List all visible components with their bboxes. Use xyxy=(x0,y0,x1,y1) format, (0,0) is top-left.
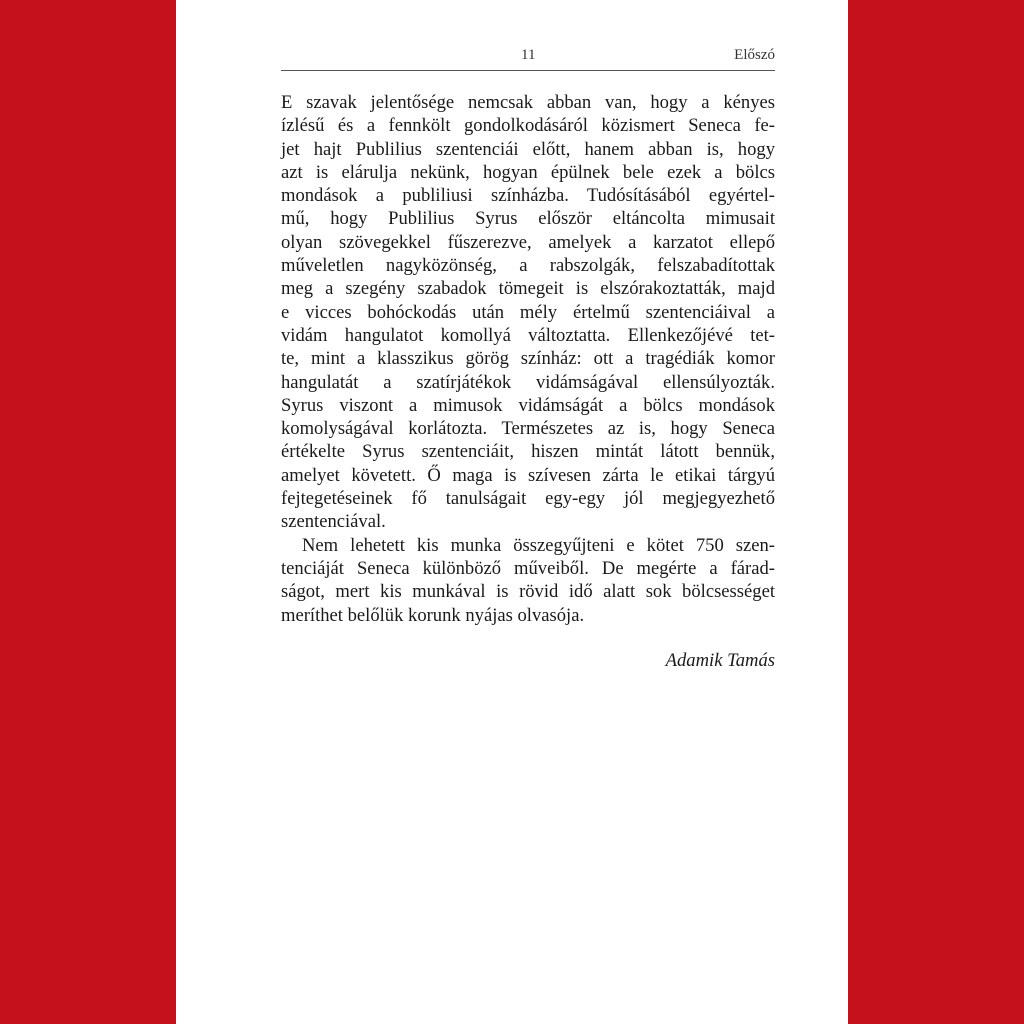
text-line: vidám hangulatot komollyá változtatta. Ellenkezőjévé tet- xyxy=(281,324,775,346)
running-header xyxy=(281,44,775,71)
text-line: te, mint a klasszikus görög színház: ott a tragédiák komor xyxy=(281,348,775,370)
section-title: Előszó xyxy=(734,47,775,63)
text-line: mű, hogy Publilius Syrus először eltáncolta mimusait xyxy=(281,208,775,230)
text-line: értékelte Syrus szentenciáit, hiszen mintát látott bennük, xyxy=(281,441,775,463)
paragraph-2 xyxy=(281,534,775,627)
text-line: ízlésű és a fennkölt gondolkodásáról közismert Seneca fe- xyxy=(281,115,775,137)
page-number: 11 xyxy=(521,47,536,63)
text-line: E szavak jelentősége nemcsak abban van, hogy a kényes xyxy=(281,92,775,113)
text-line: fejtegetéseinek fő tanulságait egy-egy jól megjegyezhető xyxy=(281,488,775,510)
text-line: e vicces bohóckodás után mély értelmű szentenciáival a xyxy=(281,301,775,323)
body-text xyxy=(281,91,775,627)
text-line: meg a szegény szabadok tömegeit is elszórakoztatták, majd xyxy=(281,278,775,300)
text-line: Syrus viszont a mimusok vidámságát a bölcs mondások xyxy=(281,394,775,416)
text-line: tenciáját Seneca különböző műveiből. De megérte a fárad- xyxy=(281,557,775,579)
text-line: jet hajt Publilius szentenciái előtt, hanem abban is, hogy xyxy=(281,138,775,160)
text-line: ságot, mert kis munkával is rövid idő alatt sok bölcsességet xyxy=(281,581,775,603)
right-red-border xyxy=(848,0,1024,1024)
text-line: műveletlen nagyközönség, a rabszolgák, felszabadítottak xyxy=(281,255,775,277)
text-line: Nem lehetett kis munka összegyűjteni e kötet 750 szen- xyxy=(302,534,775,556)
text-line: komolyságával korlátozta. Természetes az is, hogy Seneca xyxy=(281,418,775,440)
text-line: azt is elárulja nekünk, hogyan épülnek bele ezek a bölcs xyxy=(281,161,775,183)
author-signature: Adamik Tamás xyxy=(665,650,775,671)
text-line: mondások a publiliusi színházba. Tudósításából egyértel- xyxy=(281,185,775,207)
text-line: meríthet belőlük korunk nyájas olvasója. xyxy=(281,604,585,626)
left-red-border xyxy=(0,0,176,1024)
paragraph-1 xyxy=(281,91,775,534)
text-line: hangulatát a szatírjátékok vidámságával ellensúlyozták. xyxy=(281,371,775,393)
text-line: amelyet követett. Ő maga is szívesen zárta le etikai tárgyú xyxy=(281,464,775,486)
text-line: olyan szövegekkel fűszerezve, amelyek a karzatot ellepő xyxy=(281,231,775,253)
book-page xyxy=(176,0,848,1024)
text-line: szentenciával. xyxy=(281,511,386,533)
